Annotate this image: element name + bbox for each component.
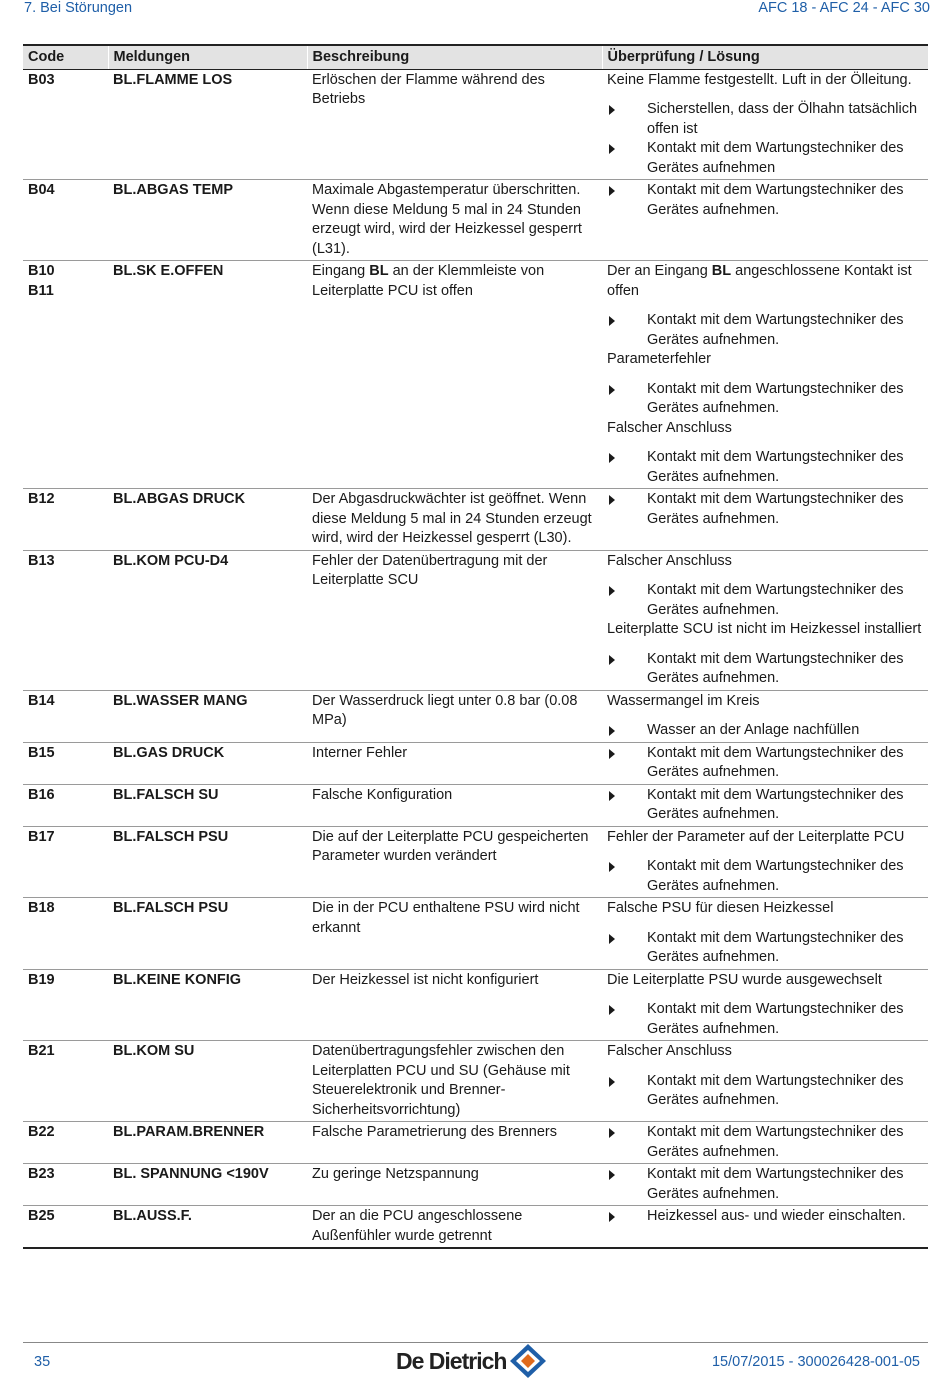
- cell-code: B25: [23, 1206, 108, 1249]
- column-header-code: Code: [23, 45, 108, 69]
- solution-action: [607, 1000, 923, 1039]
- triangle-bullet-icon: [609, 862, 621, 872]
- solution-action-text: Kontakt mit dem Wartungstechniker des Gerätes aufnehmen.: [647, 786, 904, 822]
- cell-code: B17: [23, 826, 108, 898]
- solution-action-text: Sicherstellen, dass der Ölhahn tatsächlich offen ist: [647, 101, 918, 137]
- table-row: [23, 784, 928, 826]
- table-row: [23, 180, 928, 261]
- solution-action: [607, 650, 923, 689]
- cell-solution: [602, 550, 928, 690]
- cell-solution: [602, 969, 928, 1041]
- solution-action: [607, 100, 923, 139]
- cell-code: B21: [23, 1041, 108, 1122]
- column-header-description: Beschreibung: [307, 45, 602, 69]
- cell-description: Eingang BL an der Klemmleiste von Leiterplatte PCU ist offen: [307, 261, 602, 489]
- triangle-bullet-icon: [609, 144, 621, 154]
- cell-code: B18: [23, 898, 108, 970]
- fault-table: [23, 44, 928, 1249]
- solution-action-text: Kontakt mit dem Wartungstechniker des Gerätes aufnehmen.: [647, 1001, 904, 1037]
- table-row: [23, 969, 928, 1041]
- table-row: [23, 690, 928, 742]
- cell-code: B13: [23, 550, 108, 690]
- triangle-bullet-icon: [609, 186, 621, 196]
- cell-description: Fehler der Datenübertragung mit der Leiterplatte SCU: [307, 550, 602, 690]
- cell-code: B22: [23, 1122, 108, 1164]
- cell-message: BL.ABGAS TEMP: [108, 180, 307, 261]
- triangle-bullet-icon: [609, 1170, 621, 1180]
- solution-action: [607, 1123, 923, 1162]
- cell-description: Falsche Parametrierung des Brenners: [307, 1122, 602, 1164]
- triangle-bullet-icon: [609, 726, 621, 736]
- solution-action: [607, 181, 923, 220]
- fault-table-container: [23, 44, 928, 1249]
- solution-action: [607, 721, 923, 741]
- brand-diamond-icon: [508, 1343, 548, 1379]
- cell-description: Der Abgasdruckwächter ist geöffnet. Wenn diese Meldung 5 mal in 24 Stunden erzeugt wird, wird der Heizkessel gesperrt (L30).: [307, 489, 602, 551]
- cell-description: Die auf der Leiterplatte PCU gespeicherten Parameter wurden verändert: [307, 826, 602, 898]
- cell-solution: [602, 898, 928, 970]
- column-header-solution: Überprüfung / Lösung: [602, 45, 928, 69]
- brand-name: De Dietrich: [396, 1347, 507, 1374]
- solution-action: [607, 1207, 923, 1227]
- cell-description: Datenübertragungsfehler zwischen den Leiterplatten PCU und SU (Gehäuse mit Steuerelektronik und Brenner-Sicherheitsvorrichtung): [307, 1041, 602, 1122]
- cell-description: Interner Fehler: [307, 742, 602, 784]
- cell-solution: [602, 180, 928, 261]
- solution-action-text: Kontakt mit dem Wartungstechniker des Gerätes aufnehmen.: [647, 650, 904, 686]
- solution-action-text: Kontakt mit dem Wartungstechniker des Gerätes aufnehmen.: [647, 1124, 904, 1160]
- table-row: [23, 1206, 928, 1249]
- cell-message: BL.AUSS.F.: [108, 1206, 307, 1249]
- solution-action-text: Kontakt mit dem Wartungstechniker des Gerätes aufnehmen: [647, 140, 904, 176]
- cell-code: B23: [23, 1164, 108, 1206]
- cell-description: Erlöschen der Flamme während des Betriebs: [312, 71, 545, 107]
- table-row: [23, 742, 928, 784]
- brand-logo: [396, 1343, 548, 1379]
- table-row: [23, 550, 928, 690]
- solution-action-text: Kontakt mit dem Wartungstechniker des Gerätes aufnehmen.: [647, 491, 904, 527]
- cell-message: BL.FALSCH PSU: [108, 898, 307, 970]
- cell-description: Der Heizkessel ist nicht konfiguriert: [307, 969, 602, 1041]
- table-row: [23, 69, 928, 180]
- solution-action: [607, 744, 923, 783]
- solution-action: [607, 581, 923, 620]
- cell-code: B19: [23, 969, 108, 1041]
- cell-solution: [602, 489, 928, 551]
- cell-message: BL.KOM PCU-D4: [108, 550, 307, 690]
- cell-solution: [602, 784, 928, 826]
- solution-action: [607, 380, 923, 419]
- cell-message: BL.KEINE KONFIG: [108, 969, 307, 1041]
- cell-description: Die in der PCU enthaltene PSU wird nicht erkannt: [307, 898, 602, 970]
- triangle-bullet-icon: [609, 934, 621, 944]
- cell-solution: [602, 742, 928, 784]
- cell-message: BL.FALSCH PSU: [108, 826, 307, 898]
- cell-message: BL.SK E.OFFEN: [108, 261, 307, 489]
- solution-action: [607, 929, 923, 968]
- table-row: [23, 826, 928, 898]
- triangle-bullet-icon: [609, 1005, 621, 1015]
- triangle-bullet-icon: [609, 655, 621, 665]
- solution-cause: Falscher Anschluss: [607, 419, 732, 436]
- cell-message: BL.ABGAS DRUCK: [108, 489, 307, 551]
- solution-action: [607, 311, 923, 350]
- cell-code: B15: [23, 742, 108, 784]
- table-row: [23, 1041, 928, 1122]
- cell-solution: [602, 690, 928, 742]
- solution-action-text: Kontakt mit dem Wartungstechniker des Gerätes aufnehmen.: [647, 929, 904, 965]
- cell-solution: [602, 1206, 928, 1249]
- cell-message: BL.FALSCH SU: [108, 784, 307, 826]
- cell-description: Der Wasserdruck liegt unter 0.8 bar (0.08 MPa): [307, 690, 602, 742]
- solution-cause: Falscher Anschluss: [607, 1043, 732, 1059]
- cell-code: B04: [23, 180, 108, 261]
- model-title: AFC 18 - AFC 24 - AFC 30: [758, 0, 930, 16]
- solution-action-text: Kontakt mit dem Wartungstechniker des Gerätes aufnehmen.: [647, 380, 904, 416]
- cell-code: B16: [23, 784, 108, 826]
- solution-cause: Parameterfehler: [607, 351, 711, 367]
- cell-message: BL.WASSER MANG: [108, 690, 307, 742]
- cell-solution: [602, 69, 928, 180]
- table-header-row: [23, 45, 928, 69]
- triangle-bullet-icon: [609, 791, 621, 801]
- cell-solution: [602, 1164, 928, 1206]
- triangle-bullet-icon: [609, 385, 621, 395]
- triangle-bullet-icon: [609, 495, 621, 505]
- solution-action-text: Kontakt mit dem Wartungstechniker des Gerätes aufnehmen.: [647, 744, 904, 780]
- solution-action-text: Wasser an der Anlage nachfüllen: [647, 722, 860, 738]
- solution-action: [607, 139, 923, 178]
- solution-action: [607, 490, 923, 529]
- triangle-bullet-icon: [609, 1077, 621, 1087]
- triangle-bullet-icon: [609, 586, 621, 596]
- solution-cause: Die Leiterplatte PSU wurde ausgewechselt: [607, 971, 882, 988]
- solution-action: [607, 786, 923, 825]
- solution-cause: Keine Flamme festgestellt. Luft in der Ölleitung.: [607, 71, 912, 88]
- column-header-message: Meldungen: [108, 45, 307, 69]
- cell-message: BL.FLAMME LOS: [113, 71, 233, 88]
- solution-action: [607, 857, 923, 896]
- triangle-bullet-icon: [609, 1212, 621, 1222]
- triangle-bullet-icon: [609, 316, 621, 326]
- table-row: [23, 1122, 928, 1164]
- cell-description: Maximale Abgastemperatur überschritten. Wenn diese Meldung 5 mal in 24 Stunden erzeugt wird, wird der Heizkessel gesperrt (L31).: [307, 180, 602, 261]
- solution-action-text: Kontakt mit dem Wartungstechniker des Gerätes aufnehmen.: [647, 858, 904, 894]
- cell-code: B10 B11: [23, 261, 108, 489]
- page-number: 35: [34, 1354, 51, 1370]
- cell-code: B03: [28, 71, 55, 88]
- triangle-bullet-icon: [609, 105, 621, 115]
- solution-action-text: Kontakt mit dem Wartungstechniker des Gerätes aufnehmen.: [647, 182, 904, 218]
- cell-description: Der an die PCU angeschlossene Außenfühler wurde getrennt: [307, 1206, 602, 1249]
- cell-solution: [602, 261, 928, 489]
- solution-cause: Falsche PSU für diesen Heizkessel: [607, 900, 834, 916]
- cell-message: BL.PARAM.BRENNER: [108, 1122, 307, 1164]
- solution-action: [607, 1165, 923, 1204]
- cell-description: Zu geringe Netzspannung: [307, 1164, 602, 1206]
- table-row: [23, 1164, 928, 1206]
- triangle-bullet-icon: [609, 749, 621, 759]
- cell-solution: [602, 826, 928, 898]
- solution-cause: Der an Eingang BL angeschlossene Kontakt ist offen: [607, 263, 912, 299]
- solution-action-text: Kontakt mit dem Wartungstechniker des Gerätes aufnehmen.: [647, 1072, 904, 1108]
- solution-action-text: Kontakt mit dem Wartungstechniker des Gerätes aufnehmen.: [647, 312, 904, 348]
- cell-message: BL.KOM SU: [108, 1041, 307, 1122]
- cell-description: Falsche Konfiguration: [307, 784, 602, 826]
- table-body: [23, 69, 928, 1248]
- solution-cause: Fehler der Parameter auf der Leiterplatte PCU: [607, 828, 905, 845]
- cell-message: BL. SPANNUNG <190V: [108, 1164, 307, 1206]
- solution-action-text: Kontakt mit dem Wartungstechniker des Gerätes aufnehmen.: [647, 582, 904, 618]
- solution-cause: Falscher Anschluss: [607, 552, 732, 569]
- solution-action: [607, 1072, 923, 1111]
- solution-cause: Leiterplatte SCU ist nicht im Heizkessel installiert: [607, 621, 922, 637]
- solution-action: [607, 448, 923, 487]
- chapter-title: 7. Bei Störungen: [24, 0, 133, 16]
- triangle-bullet-icon: [609, 453, 621, 463]
- cell-code: B14: [23, 690, 108, 742]
- table-row: [23, 898, 928, 970]
- page-header: [0, 0, 950, 22]
- solution-action-text: Kontakt mit dem Wartungstechniker des Gerätes aufnehmen.: [647, 449, 904, 485]
- solution-action-text: Kontakt mit dem Wartungstechniker des Gerätes aufnehmen.: [647, 1166, 904, 1202]
- document-reference: 15/07/2015 - 300026428-001-05: [711, 1354, 920, 1370]
- solution-action-text: Heizkessel aus- und wieder einschalten.: [647, 1208, 906, 1224]
- cell-code: B12: [23, 489, 108, 551]
- table-row: [23, 261, 928, 489]
- solution-cause: Wassermangel im Kreis: [607, 692, 760, 709]
- cell-solution: [602, 1041, 928, 1122]
- triangle-bullet-icon: [609, 1128, 621, 1138]
- cell-message: BL.GAS DRUCK: [108, 742, 307, 784]
- cell-solution: [602, 1122, 928, 1164]
- table-row: [23, 489, 928, 551]
